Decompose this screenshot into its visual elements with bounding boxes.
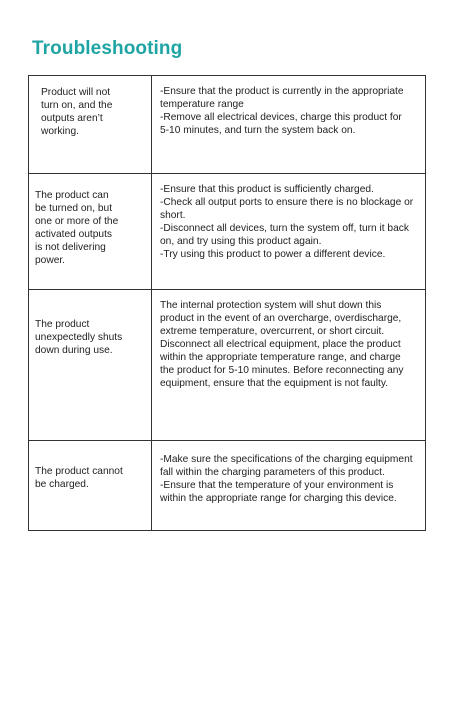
- problem-cell: [29, 290, 152, 441]
- problem-text-line: is not delivering: [35, 242, 106, 253]
- solution-text-line: -Ensure that the product is currently in the appropriate: [160, 86, 404, 97]
- problem-text-line: down during use.: [35, 345, 113, 356]
- table-row: [29, 290, 426, 441]
- solution-text-line: fall within the charging parameters of this product.: [160, 467, 385, 478]
- problem-cell: [29, 441, 152, 531]
- solution-text-line: within the appropriate temperature range, and charge: [160, 352, 401, 363]
- solution-text-line: within the appropriate range for charging this device.: [160, 493, 397, 504]
- solution-cell: [152, 290, 426, 441]
- solution-text-line: The internal protection system will shut down this: [160, 300, 382, 311]
- solution-cell: [152, 441, 426, 531]
- solution-cell: [152, 76, 426, 174]
- solution-text-line: 5-10 minutes, and turn the system back on.: [160, 125, 356, 136]
- table-row: [29, 76, 426, 174]
- solution-text-line: Disconnect all electrical equipment, place the product: [160, 339, 401, 350]
- solution-text-line: -Try using this product to power a different device.: [160, 249, 386, 260]
- problem-text-line: The product: [35, 319, 90, 330]
- solution-text-line: -Make sure the specifications of the charging equipment: [160, 454, 413, 465]
- problem-cell: [29, 174, 152, 290]
- problem-text-line: power.: [35, 255, 66, 266]
- problem-text-line: outputs aren’t: [41, 113, 103, 124]
- problem-text-line: working.: [41, 126, 79, 137]
- problem-text-line: Product will not: [41, 87, 111, 98]
- problem-text-line: turn on, and the: [41, 100, 113, 111]
- solution-cell: [152, 174, 426, 290]
- problem-text-line: unexpectedly shuts: [35, 332, 123, 343]
- solution-text-line: temperature range: [160, 99, 244, 110]
- solution-text-line: product in the event of an overcharge, overdischarge,: [160, 313, 402, 324]
- solution-text-line: -Check all output ports to ensure there is no blockage or: [160, 197, 414, 208]
- solution-text-line: equipment, ensure that the equipment is not faulty.: [160, 378, 389, 389]
- solution-text-line: -Ensure that the temperature of your environment is: [160, 480, 394, 491]
- solution-text-line: on, and try using this product again.: [160, 236, 322, 247]
- solution-text-line: short.: [160, 210, 186, 221]
- problem-text-line: activated outputs: [35, 229, 113, 240]
- problem-text-line: be turned on, but: [35, 203, 113, 214]
- solution-text-line: extreme temperature, overcurrent, or short circuit.: [160, 326, 385, 337]
- problem-text-line: The product can: [35, 190, 109, 201]
- solution-text-line: -Ensure that this product is sufficiently charged.: [160, 184, 374, 195]
- solution-text-line: -Remove all electrical devices, charge this product for: [160, 112, 402, 123]
- table-row: [29, 174, 426, 290]
- problem-text-line: be charged.: [35, 479, 89, 490]
- solution-text-line: -Disconnect all devices, turn the system off, turn it back: [160, 223, 409, 234]
- problem-text-line: The product cannot: [35, 466, 123, 477]
- troubleshooting-table: [28, 75, 426, 531]
- table-row: [29, 441, 426, 531]
- solution-text-line: the product for 5-10 minutes. Before reconnecting any: [160, 365, 404, 376]
- page-title: Troubleshooting: [32, 38, 183, 59]
- problem-cell: [29, 76, 152, 174]
- problem-text-line: one or more of the: [35, 216, 119, 227]
